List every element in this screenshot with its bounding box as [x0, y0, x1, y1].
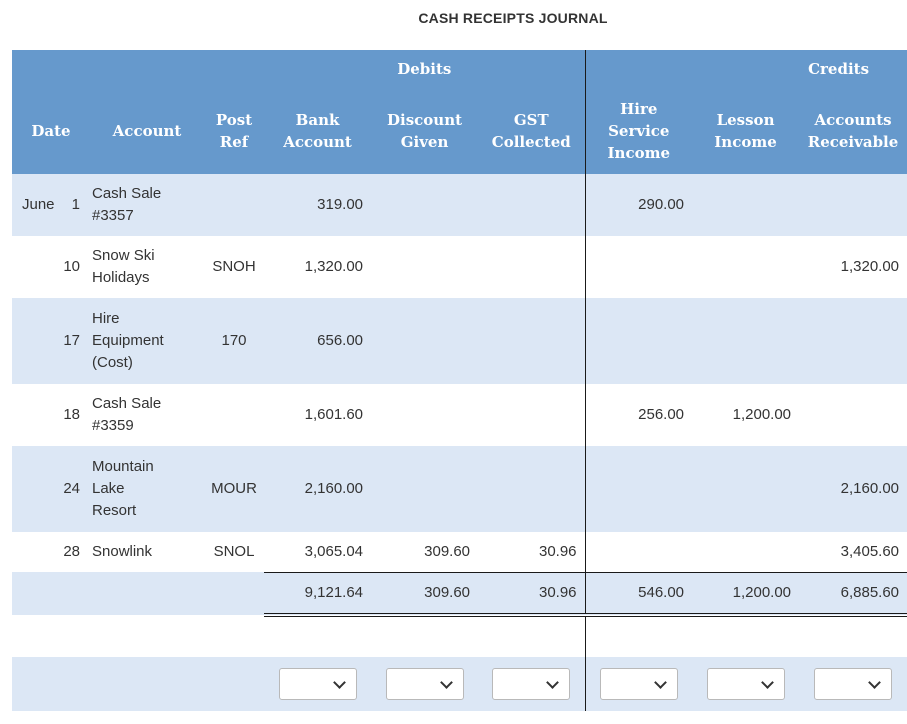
date-cell — [12, 174, 90, 236]
bank-select[interactable] — [279, 668, 357, 700]
account-line: Cash Sale — [92, 395, 162, 412]
blank-cell — [371, 615, 478, 657]
chevron-down-icon — [546, 676, 559, 689]
hire-select[interactable] — [600, 668, 678, 700]
total-ar: 6,885.60 — [799, 572, 907, 615]
ar-cell — [799, 384, 907, 446]
total-lesson: 1,200.00 — [692, 572, 799, 615]
blank-cell — [478, 615, 585, 657]
gst-cell — [478, 384, 585, 446]
header-hire-line2: Service — [608, 122, 670, 140]
header-post-ref-line1: Post — [215, 111, 253, 129]
ar-cell — [799, 298, 907, 384]
discount-cell — [371, 174, 478, 236]
credits-group-label: Credits — [808, 60, 870, 78]
gst-cell — [478, 298, 585, 384]
lesson-cell — [692, 174, 799, 236]
account-line: Snowlink — [92, 543, 153, 560]
table-row — [12, 384, 907, 446]
account-cell — [90, 298, 204, 384]
header-post-ref-line2: Ref — [219, 133, 249, 151]
discount-select-cell — [371, 657, 478, 711]
post-ref-cell: 170 — [204, 298, 264, 384]
date-cell — [12, 532, 90, 572]
lesson-cell — [692, 446, 799, 532]
discount-cell: 309.60 — [371, 532, 478, 572]
header-lesson-income — [692, 88, 799, 174]
header-bank-line1: Bank — [295, 111, 340, 129]
account-cell — [90, 532, 204, 572]
account-line: #3359 — [92, 417, 134, 434]
hire-select-cell — [585, 657, 692, 711]
ar-select-cell — [799, 657, 907, 711]
header-gst-collected — [478, 88, 585, 174]
header-account: Account — [90, 88, 204, 174]
total-gst: 30.96 — [478, 572, 585, 615]
bank-cell: 656.00 — [264, 298, 371, 384]
header-bank-line2: Account — [283, 133, 352, 151]
header-post-ref — [204, 88, 264, 174]
lesson-cell: 1,200.00 — [692, 384, 799, 446]
gst-cell — [478, 174, 585, 236]
header-bank-account — [264, 88, 371, 174]
lesson-select-cell — [692, 657, 799, 711]
header-discount-line1: Discount — [387, 111, 463, 129]
chevron-down-icon — [868, 676, 881, 689]
chevron-down-icon — [761, 676, 774, 689]
discount-cell — [371, 298, 478, 384]
header-accounts-receivable — [799, 88, 907, 174]
table-row — [12, 446, 907, 532]
bank-cell: 319.00 — [264, 174, 371, 236]
debits-group-header: Debits — [264, 50, 585, 88]
ar-cell — [799, 174, 907, 236]
account-line: Snow Ski — [92, 247, 155, 264]
account-cell — [90, 236, 204, 298]
journal-title: CASH RECEIPTS JOURNAL — [418, 10, 608, 26]
post-ref-cell: SNOH — [204, 236, 264, 298]
table-row — [12, 236, 907, 298]
header-lesson-line2: Income — [714, 133, 777, 151]
account-line: Equipment — [92, 332, 164, 349]
ar-select[interactable] — [814, 668, 892, 700]
total-bank: 9,121.64 — [264, 572, 371, 615]
discount-cell — [371, 446, 478, 532]
lesson-cell — [692, 298, 799, 384]
blank-cell — [90, 615, 204, 657]
gst-select[interactable] — [492, 668, 570, 700]
bank-select-cell — [264, 657, 371, 711]
header-ar-line1: Accounts — [814, 111, 892, 129]
chevron-down-icon — [654, 676, 667, 689]
account-line: Mountain — [92, 458, 154, 475]
chevron-down-icon — [440, 676, 453, 689]
credits-group-header — [585, 50, 907, 88]
hire-cell — [585, 236, 692, 298]
account-line: #3357 — [92, 207, 134, 224]
account-line: Resort — [92, 502, 137, 519]
date-cell — [12, 446, 90, 532]
header-hire-line1: Hire — [620, 100, 658, 118]
month-cell: June — [22, 196, 55, 213]
post-ref-cell: SNOL — [204, 532, 264, 572]
blank-row — [12, 615, 907, 657]
post-ref-cell — [204, 174, 264, 236]
account-line: (Cost) — [92, 354, 133, 371]
ar-cell: 3,405.60 — [799, 532, 907, 572]
blank-cell — [264, 615, 371, 657]
table-row — [12, 532, 907, 572]
header-hire-line3: Income — [607, 144, 671, 162]
hire-cell: 290.00 — [585, 174, 692, 236]
select-spacer — [204, 657, 264, 711]
day-cell: 10 — [63, 258, 80, 275]
hire-cell — [585, 298, 692, 384]
chevron-down-icon — [333, 676, 346, 689]
discount-cell — [371, 384, 478, 446]
bank-cell: 3,065.04 — [264, 532, 371, 572]
day-cell: 28 — [63, 543, 80, 560]
select-spacer — [90, 657, 204, 711]
header-discount-given — [371, 88, 478, 174]
post-ref-cell: MOUR — [204, 446, 264, 532]
totals-spacer — [90, 572, 204, 615]
discount-cell — [371, 236, 478, 298]
header-gst-line1: GST — [513, 111, 549, 129]
totals-row — [12, 572, 907, 615]
hire-cell — [585, 532, 692, 572]
blank-cell — [799, 615, 907, 657]
header-hire-service-income — [585, 88, 692, 174]
ar-cell: 2,160.00 — [799, 446, 907, 532]
cash-receipts-journal — [12, 50, 907, 711]
totals-spacer — [204, 572, 264, 615]
total-hire: 546.00 — [585, 572, 692, 615]
lesson-select[interactable] — [707, 668, 785, 700]
account-line: Holidays — [92, 269, 150, 286]
select-row — [12, 657, 907, 711]
date-cell — [12, 384, 90, 446]
post-ref-cell — [204, 384, 264, 446]
select-spacer — [12, 657, 90, 711]
bank-cell: 1,320.00 — [264, 236, 371, 298]
blank-cell — [692, 615, 799, 657]
hire-cell: 256.00 — [585, 384, 692, 446]
bank-cell: 2,160.00 — [264, 446, 371, 532]
account-line: Hire — [92, 310, 120, 327]
blank-cell — [12, 615, 90, 657]
discount-select[interactable] — [386, 668, 464, 700]
header-group-row — [12, 50, 907, 88]
header-date: Date — [12, 88, 90, 174]
account-line: Lake — [92, 480, 125, 497]
totals-spacer — [12, 572, 90, 615]
total-discount: 309.60 — [371, 572, 478, 615]
header-group-spacer — [12, 50, 264, 88]
gst-cell — [478, 446, 585, 532]
gst-cell — [478, 236, 585, 298]
header-gst-line2: Collected — [491, 133, 571, 151]
account-cell — [90, 384, 204, 446]
lesson-cell — [692, 236, 799, 298]
table-row — [12, 174, 907, 236]
table-row — [12, 298, 907, 384]
day-cell: 1 — [71, 196, 80, 213]
account-line: Cash Sale — [92, 185, 162, 202]
blank-cell — [204, 615, 264, 657]
header-column-row — [12, 88, 907, 174]
gst-cell: 30.96 — [478, 532, 585, 572]
header-lesson-line1: Lesson — [716, 111, 775, 129]
gst-select-cell — [478, 657, 585, 711]
day-cell: 18 — [63, 406, 80, 423]
header-discount-line2: Given — [400, 133, 449, 151]
account-cell — [90, 174, 204, 236]
day-cell: 24 — [63, 480, 80, 497]
ar-cell: 1,320.00 — [799, 236, 907, 298]
date-cell — [12, 298, 90, 384]
header-ar-line2: Receivable — [807, 133, 899, 151]
day-cell: 17 — [63, 332, 80, 349]
journal-table — [12, 50, 907, 711]
blank-cell — [585, 615, 692, 657]
bank-cell: 1,601.60 — [264, 384, 371, 446]
date-cell — [12, 236, 90, 298]
hire-cell — [585, 446, 692, 532]
account-cell — [90, 446, 204, 532]
lesson-cell — [692, 532, 799, 572]
